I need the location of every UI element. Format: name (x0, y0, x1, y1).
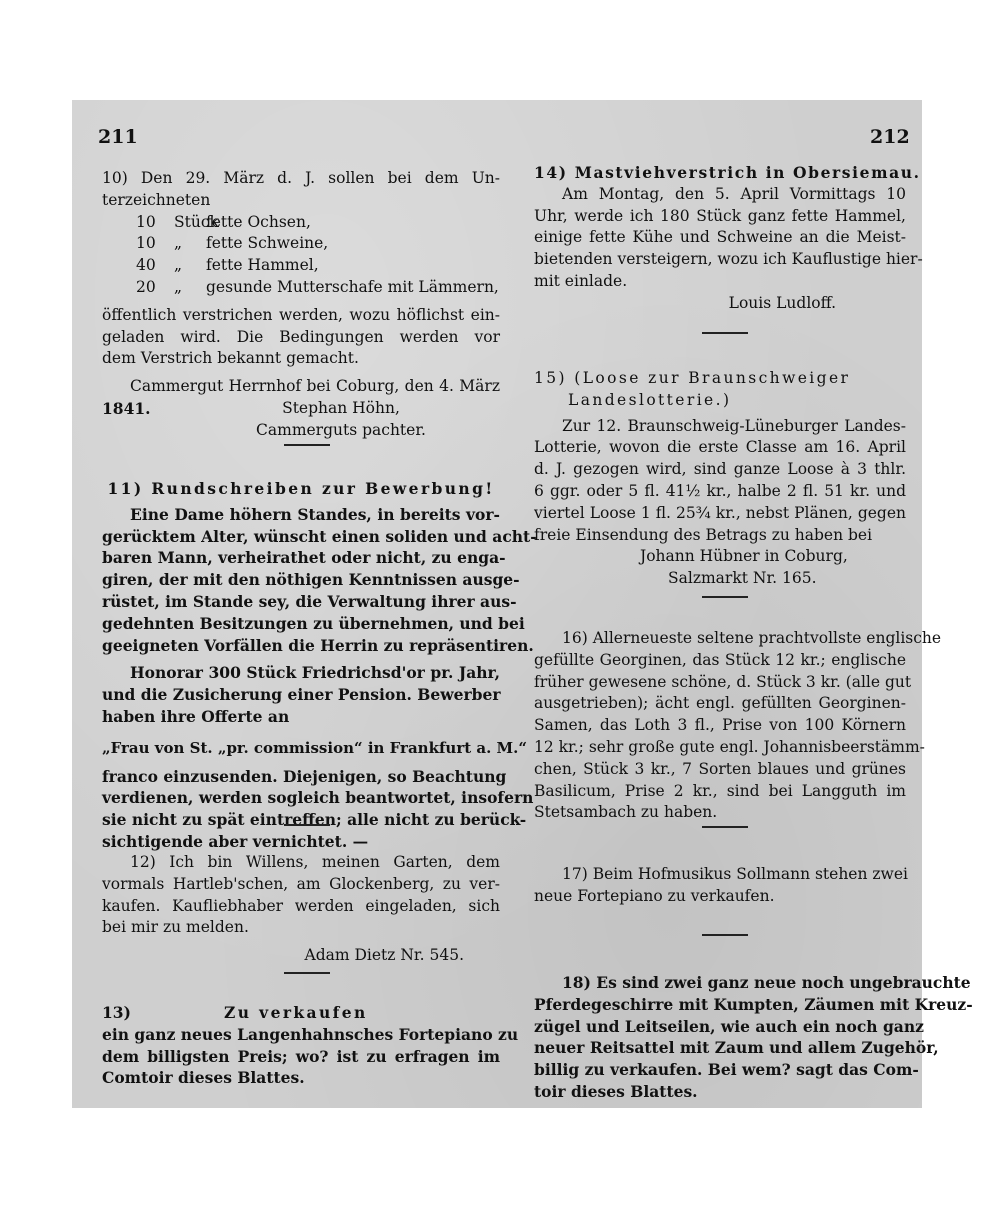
ad-16 (534, 628, 942, 824)
ad-10-place: Cammergut Herrnhof bei Coburg, den 4. März (130, 377, 500, 396)
separator-rule (702, 826, 748, 828)
page-number-left: 211 (98, 126, 138, 148)
ad-12-text: bei mir zu melden. (102, 918, 249, 937)
ad-17 (534, 864, 906, 908)
ad-11-text: verdienen, werden sogleich beantwortet, insofern (102, 788, 534, 808)
ad-10-item: 20 „ gesunde Mutterschafe mit Lämmern, (136, 277, 499, 296)
separator-rule (702, 934, 748, 936)
ad-11-text: sichtigende aber vernichtet. — (102, 831, 369, 851)
ad-12-text: kaufen. Kaufliebhaber werden eingeladen, sich (102, 896, 500, 915)
ad-10-line: 10) Den 29. März d. J. sollen bei dem Un- (102, 169, 500, 187)
ad-18-text: toir dieses Blattes. (534, 1081, 698, 1101)
ad-11-text: und die Zusicherung einer Pension. Bewerber (102, 685, 501, 705)
ad-18 (534, 972, 973, 1103)
ad-11-address: „Frau von St. „pr. commission“ in Frankfurt a. M.“ (102, 738, 527, 757)
ad-15-heading: Landeslotterie.) (568, 390, 732, 409)
ad-15-text: freie Einsendung des Betrags zu haben bei (534, 525, 873, 544)
ad-16-text: Samen, das Loth 3 fl., Prise von 100 Körnern (534, 716, 906, 735)
ad-11-text: geeigneten Vorfällen die Herrin zu repräsentiren. (102, 635, 534, 655)
ad-14-text: Uhr, werde ich 180 Stück ganz fette Hammel, (534, 206, 906, 225)
separator-rule (284, 444, 330, 446)
ad-18-text: 18) Es sind zwei ganz neue noch ungebrauchte (562, 973, 971, 992)
ad-13-text: Comtoir dieses Blattes. (102, 1068, 305, 1088)
ad-11-text: franco einzusenden. Diejenigen, so Beachtung (102, 766, 507, 786)
ad-16-text: Basilicum, Prise 2 kr., sind bei Langguth im (534, 781, 906, 800)
ad-17-text: neue Fortepiano zu verkaufen. (534, 886, 775, 905)
ad-15-text: viertel Loose 1 fl. 25¾ kr., nebst Plänen, gegen (534, 503, 906, 522)
ad-11-text: rüstet, im Stande sey, die Verwaltung ihrer aus- (102, 591, 517, 611)
separator-rule (284, 972, 330, 974)
ad-11-text: Honorar 300 Stück Friedrichsd'or pr. Jahr, (130, 663, 500, 683)
ad-11-text: haben ihre Offerte an (102, 706, 290, 726)
ad-14-signature: Louis Ludloff. (728, 293, 836, 312)
ad-12 (102, 852, 500, 967)
ad-10-line: terzeichneten (102, 190, 211, 209)
ad-17-text: 17) Beim Hofmusikus Sollmann stehen zwei (562, 865, 908, 883)
ad-15 (534, 368, 906, 590)
separator-rule (702, 332, 748, 334)
ad-16-text: früher gewesene schöne, d. Stück 3 kr. (alle gut (534, 672, 912, 691)
ad-10-body: geladen wird. Die Bedingungen werden vor (102, 327, 500, 346)
ad-15-text: Zur 12. Braunschweig-Lüneburger Landes- (562, 416, 906, 435)
ad-11-heading: 11) Rundschreiben zur Bewerbung! (107, 479, 495, 498)
ad-15-text: Lotterie, wovon die erste Classe am 16. April (534, 438, 906, 457)
ad-16-text: chen, Stück 3 kr., 7 Sorten blaues und grünes (534, 759, 906, 778)
ad-13-text: ein ganz neues Langenhahnsches Fortepiano zu (102, 1024, 519, 1044)
ad-10-year: 1841. (102, 398, 151, 418)
ad-10-items (102, 212, 500, 299)
ad-11-text: baren Mann, verheirathet oder nicht, zu enga- (102, 548, 506, 568)
ad-18-text: billig zu verkaufen. Bei wem? sagt das Com- (534, 1060, 919, 1080)
ad-10-body: öffentlich verstrichen werden, wozu höflichst ein- (102, 305, 500, 324)
ad-11-text: sie nicht zu spät eintreffen; alle nicht zu berück- (102, 810, 527, 830)
ad-12-signature: Adam Dietz Nr. 545. (304, 946, 464, 965)
ad-10-item: 10 „ fette Schweine, (136, 234, 329, 253)
ad-16-text: ausgetrieben); ächt engl. gefüllten Georginen- (534, 694, 906, 713)
ad-15-signature: Salzmarkt Nr. 165. (668, 569, 817, 588)
ad-10-item: 40 „ fette Hammel, (136, 256, 319, 275)
ad-10-signature: Cammerguts pachter. (256, 420, 426, 439)
ad-10-signature: Stephan Höhn, (282, 398, 400, 417)
ad-15-text: 6 ggr. oder 5 fl. 41½ kr., halbe 2 fl. 51 kr. und (534, 481, 906, 500)
ad-18-text: Pferdegeschirre mit Kumpten, Zäumen mit Kreuz- (534, 994, 973, 1014)
ad-14-text: mit einlade. (534, 271, 628, 290)
separator-rule (284, 824, 330, 826)
ad-16-text: Stetsambach zu haben. (534, 803, 718, 822)
ad-14-text: Am Montag, den 5. April Vormittags 10 (562, 184, 906, 203)
separator-rule (702, 596, 748, 598)
ad-14-text: bietenden versteigern, wozu ich Kauflustige hier- (534, 250, 923, 269)
ad-13-number: 13) (102, 1003, 131, 1022)
ad-10-item: 10 Stück fette Ochsen, (136, 212, 311, 231)
ad-16-text: gefüllte Georginen, das Stück 12 kr.; englische (534, 650, 906, 669)
ad-15-heading: 15) (Loose zur Braunschweiger (534, 369, 851, 387)
ad-13-text: dem billigsten Preis; wo? ist zu erfragen im (102, 1046, 500, 1066)
ad-14-heading: 14) Mastviehverstrich in Obersiemau. (534, 163, 921, 182)
page-number-right: 212 (870, 126, 910, 148)
ad-12-text: vormals Hartleb'schen, am Glockenberg, zu ver- (102, 874, 500, 893)
ad-15-text: d. J. gezogen wird, sind ganze Loose à 3 thlr. (534, 460, 906, 479)
ad-11 (102, 478, 537, 853)
ad-18-text: zügel und Leitseilen, wie auch ein noch ganz (534, 1016, 924, 1036)
ad-13 (102, 1002, 519, 1089)
newspaper-page-scan (72, 100, 973, 1108)
ad-14-text: einige fette Kühe und Schweine an die Meist- (534, 228, 906, 247)
ad-18-text: neuer Reitsattel mit Zaum und allem Zugehör, (534, 1038, 939, 1058)
ad-16-text: 12 kr.; sehr große gute engl. Johannisbeerstämm- (534, 737, 925, 756)
ad-13-header (102, 1002, 500, 1024)
ad-10 (102, 168, 500, 441)
ad-11-text: gerücktem Alter, wünscht einen soliden und acht- (102, 526, 537, 546)
ad-15-signature: Johann Hübner in Coburg, (640, 547, 848, 566)
ad-16-text: 16) Allerneueste seltene prachtvollste englische (562, 629, 942, 647)
ad-14 (534, 162, 923, 315)
ad-11-text: giren, der mit den nöthigen Kenntnissen ausge- (102, 570, 520, 590)
ad-12-text: 12) Ich bin Willens, meinen Garten, dem (130, 853, 500, 871)
ad-11-text: Eine Dame höhern Standes, in bereits vor- (130, 504, 500, 524)
ad-11-text: gedehnten Besitzungen zu übernehmen, und bei (102, 613, 525, 633)
ad-13-heading: Zu verkaufen (224, 1003, 368, 1022)
ad-10-body: dem Verstrich bekannt gemacht. (102, 349, 359, 368)
